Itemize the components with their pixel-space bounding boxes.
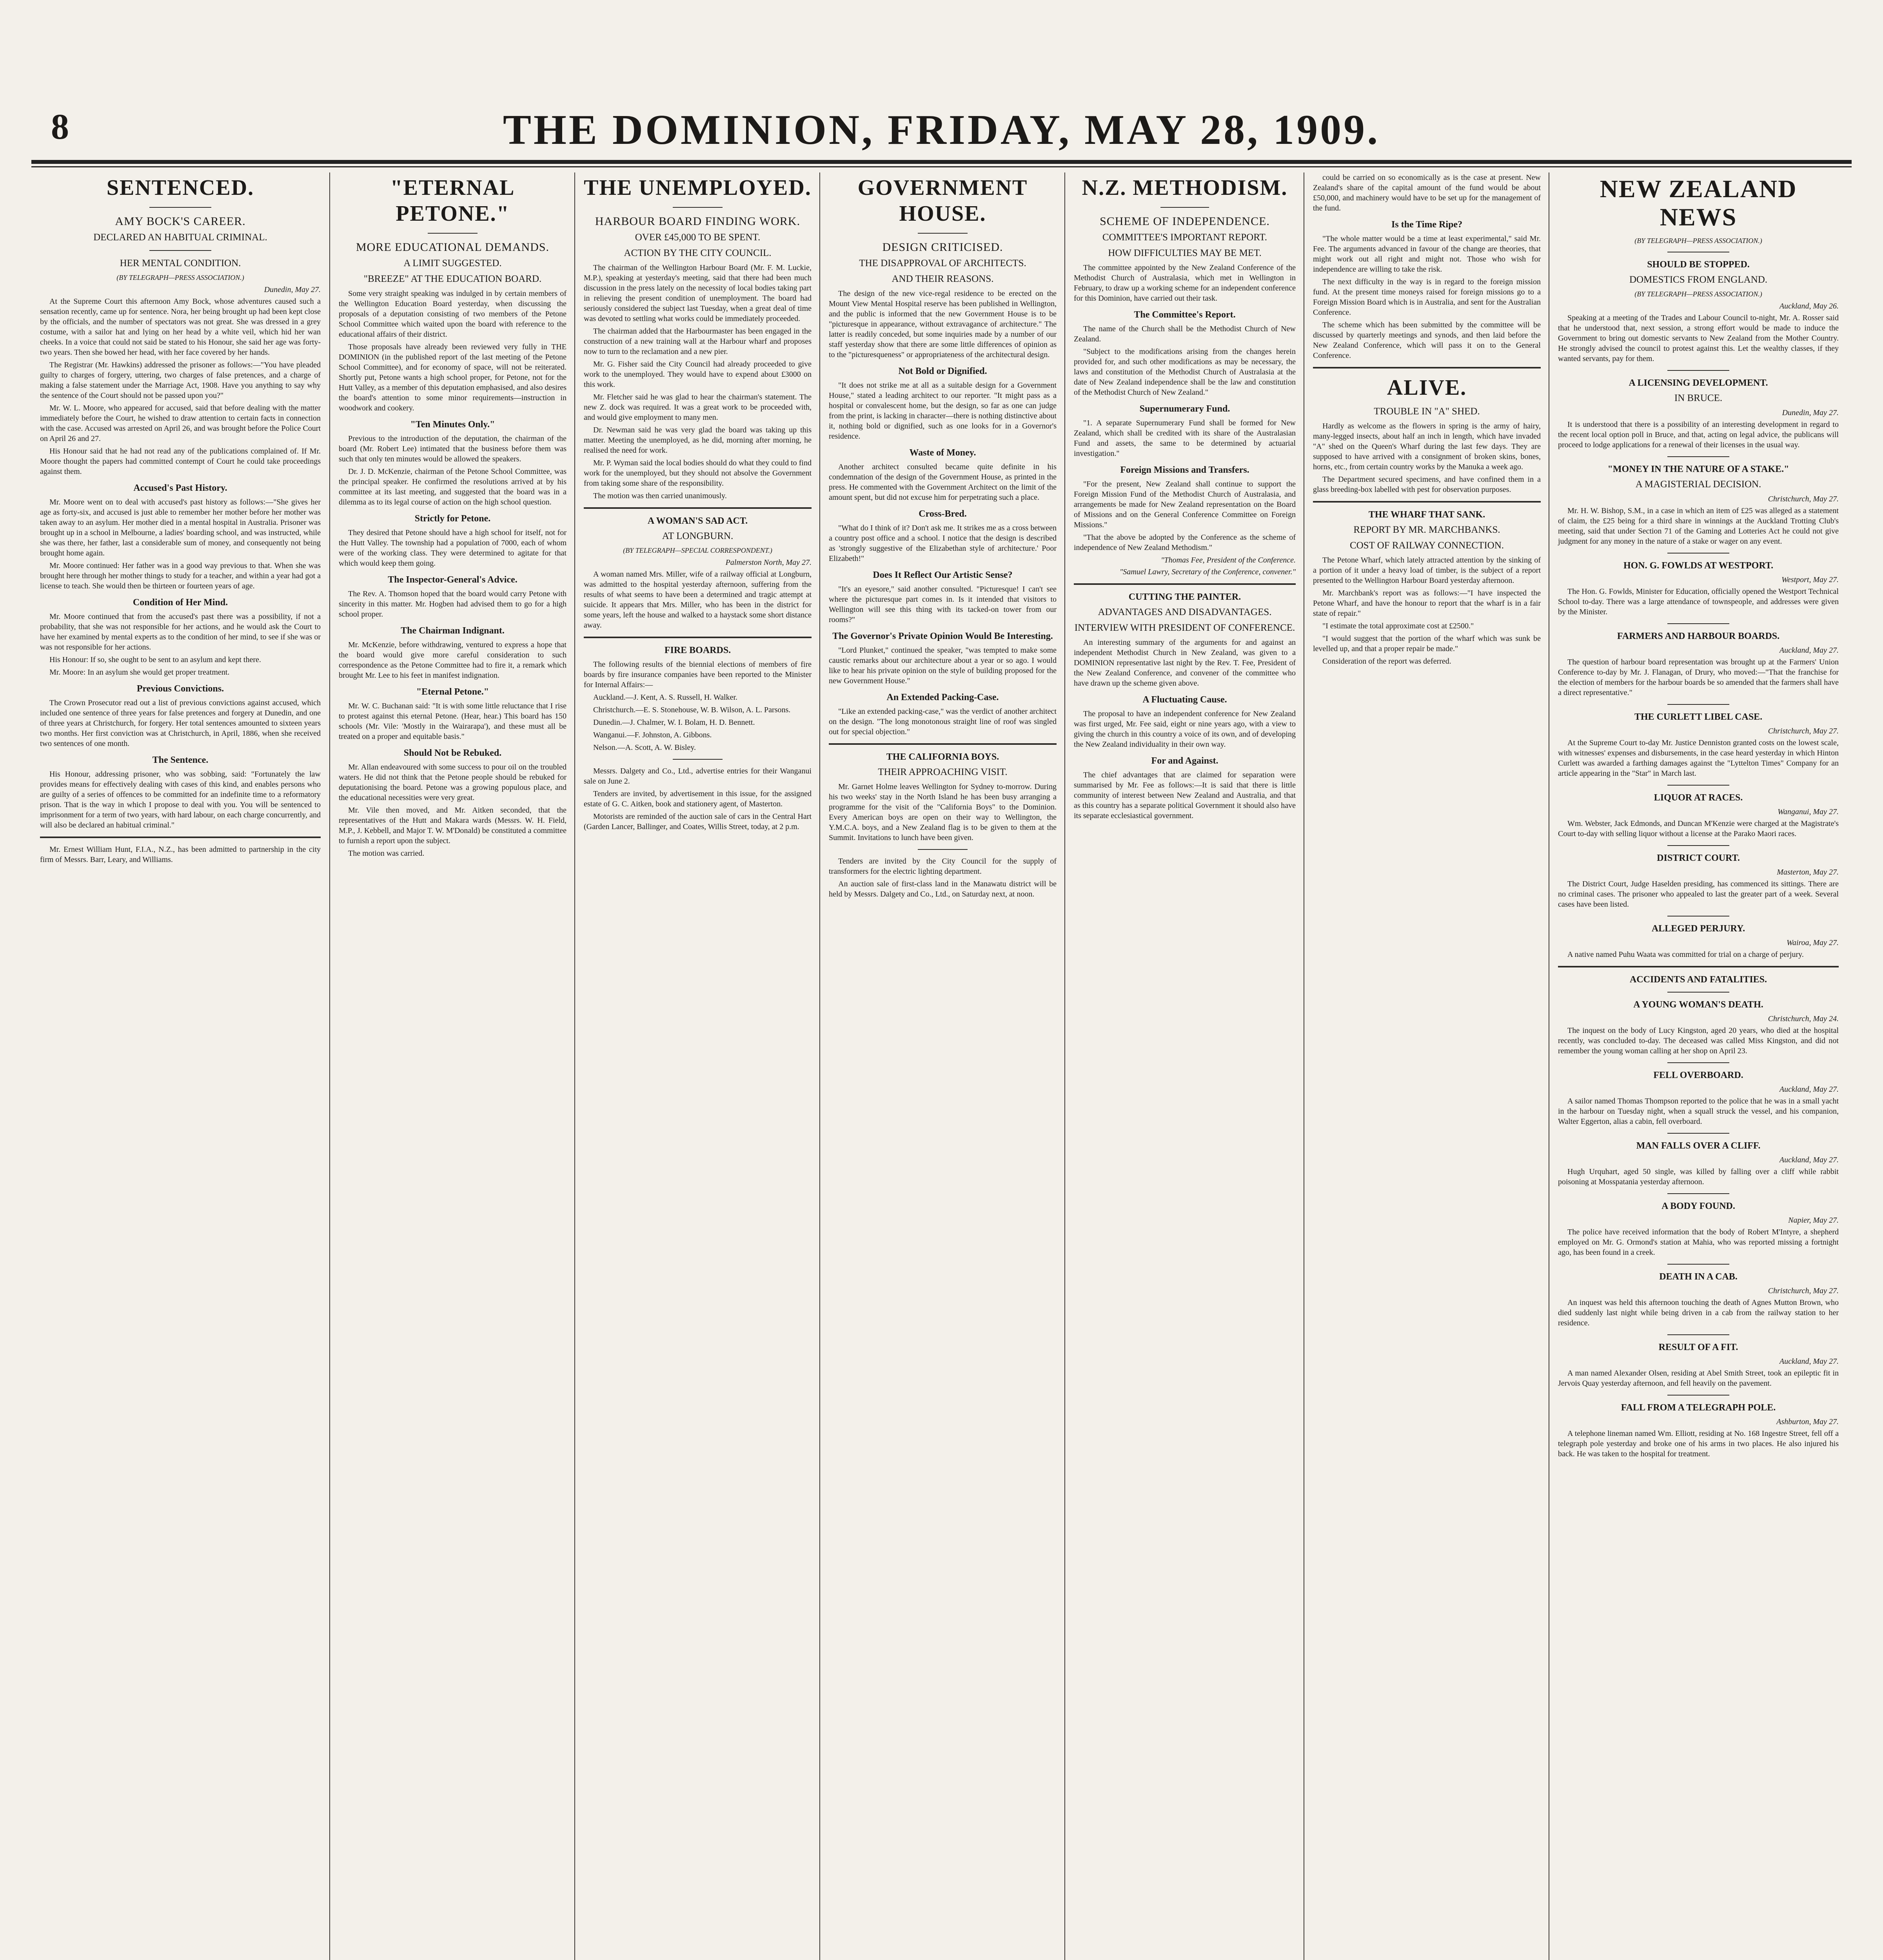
paragraph: Mr. Marchbank's report was as follows:—"I have inspected the Petone Wharf, and have the honour to report that the wharf is in a fair state of repair." xyxy=(1313,589,1541,618)
headline-alive: ALIVE. xyxy=(1387,376,1467,400)
paragraph: The chairman of the Wellington Harbour Board (Mr. F. M. Luckie, M.P.), speaking at yesterday's meeting, said that there had been much discussion in the press lately on the necessity of local bodies taking part in relieving the present condition of unemployment. The board had seriously considered the subject last Tuesday, when a great deal of time was devoted to settling what works could be immediately proceeded. xyxy=(584,263,812,323)
paragraph: His Honour: If so, she ought to be sent to an asylum and kept there. xyxy=(49,655,261,664)
divider xyxy=(1667,992,1729,993)
paragraph: It is understood that there is a possibility of an interesting development in regard to the recent local option poll in Bruce, and that, acting on legal advice, the publicans will proceed to lodge applications for a renewal of their licenses in the usual way. xyxy=(1558,420,1839,449)
section-heading: A Fluctuating Cause. xyxy=(1142,695,1227,705)
divider xyxy=(1667,1395,1729,1396)
subhead: REPORT BY MR. MARCHBANKS. xyxy=(1353,524,1500,535)
divider xyxy=(1667,845,1729,846)
divider xyxy=(1667,1133,1729,1134)
section-heading: A WOMAN'S SAD ACT. xyxy=(647,516,748,526)
paragraph: "Subject to the modifications arising from the changes herein provided for, and such other modifications as may be necessary, the laws and constitution of the Methodist Church of Australasia at the date of New Zealand independence shall be the law and constitution of the Methodist Church of New Zealand." xyxy=(1074,347,1296,397)
dateline: Masterton, May 27. xyxy=(1777,868,1839,877)
paragraph: Hardly as welcome as the flowers in spring is the army of hairy, many-legged insects, about half an inch in length, which have invaded "A" shed on the Queen's Wharf during the last few days. They are supposed to have arrived with a consignment of broken skins, bones, horns, etc., from certain country works by the Manuka a week ago. xyxy=(1313,422,1541,471)
paragraph: Previous to the introduction of the deputation, the chairman of the board (Mr. Robert Lee) intimated that the business before them was such that only ten minutes would be allowed the speakers. xyxy=(339,434,567,463)
section-heading: "Eternal Petone." xyxy=(416,687,489,697)
paragraph: The next difficulty in the way is in regard to the foreign mission fund. At the present time moneys raised for foreign missions go to a Foreign Mission Board which is in Australia, and sent for the Australian Conference. xyxy=(1313,278,1541,317)
subhead: ACTION BY THE CITY COUNCIL. xyxy=(624,248,772,258)
subhead: A LIMIT SUGGESTED. xyxy=(403,258,502,269)
section-heading: Not Bold or Dignified. xyxy=(898,366,987,376)
section-heading: RESULT OF A FIT. xyxy=(1658,1342,1738,1352)
subhead: OVER £45,000 TO BE SPENT. xyxy=(635,232,761,243)
divider xyxy=(428,233,478,234)
paragraph: Mr. Ernest William Hunt, F.I.A., N.Z., has been admitted to partnership in the city firm of Messrs. Barr, Leary, and Williams. xyxy=(40,845,321,864)
paragraph: Auckland.—J. Kent, A. S. Russell, H. Walker. xyxy=(593,693,737,702)
paragraph: Hugh Urquhart, aged 50 single, was killed by falling over a cliff while rabbit poisoning at Mosspatania yesterday afternoon. xyxy=(1558,1167,1839,1186)
subhead: COMMITTEE'S IMPORTANT REPORT. xyxy=(1102,232,1267,243)
section-heading: The Committee's Report. xyxy=(1134,310,1236,320)
paragraph: "It does not strike me at all as a suitable design for a Government House," stated a leading architect to our reporter. "It might pass as a hospital or convalescent home, but the design, so far as one can judge from the print, is lacking in character—there is nothing distinctive about it, nothing bold or dignified, such as one looks for in a Governor's residence. xyxy=(829,381,1057,441)
signature-line: "Samuel Lawry, Secretary of the Conference, convener." xyxy=(1119,568,1296,576)
subhead: MORE EDUCATIONAL DEMANDS. xyxy=(356,241,550,254)
paragraph: Dr. J. D. McKenzie, chairman of the Petone School Committee, was the principal speaker. He confirmed the resolutions arrived at by his committee at its last meeting, and suggested that the board was in a dilemma as to its legal course of action on the high school question. xyxy=(339,467,567,506)
paragraph: Mr. W. C. Buchanan said: "It is with some little reluctance that I rise to protest against this eternal Petone. (Hear, hear.) This board has 150 schools (Mr. Vile: 'Mostly in the Wairarapa'), and these must all be treated on a proper and equitable basis." xyxy=(339,702,567,741)
divider xyxy=(1667,1193,1729,1194)
byline: (BY TELEGRAPH—PRESS ASSOCIATION.) xyxy=(116,274,244,281)
paragraph: The chief advantages that are claimed for separation were summarised by Mr. Fee as follows:—It is said that there is little community of interest between New Zealand and Australia, and that as this country has a separate political Government it should also have its separate ecclesiastical government. xyxy=(1074,771,1296,820)
section-heading: "MONEY IN THE NATURE OF A STAKE." xyxy=(1607,464,1789,474)
subhead: THE DISAPPROVAL OF ARCHITECTS. xyxy=(859,258,1026,269)
section-heading: Does It Reflect Our Artistic Sense? xyxy=(873,570,1013,580)
subhead: DESIGN CRITICISED. xyxy=(882,241,1003,254)
column-nz-news xyxy=(1549,172,1847,1960)
paragraph: His Honour said that he had not read any of the publications complained of. If Mr. Moore thought the papers had committed contempt of Court he could take proceedings against them. xyxy=(40,447,321,476)
paragraph: An inquest was held this afternoon touching the death of Agnes Mutton Brown, who died suddenly last night while being driven in a cab from the railway station to her residence. xyxy=(1558,1298,1839,1327)
paragraph: The committee appointed by the New Zealand Conference of the Methodist Church of Australasia, which met in Wellington in February, to draw up a working scheme for an independent conference for this Dominion, have carried out their task. xyxy=(1074,263,1296,303)
subhead: AND THEIR REASONS. xyxy=(892,274,994,284)
section-heading: Accused's Past History. xyxy=(133,483,227,493)
paragraph: Messrs. Dalgety and Co., Ltd., advertise entries for their Wanganui sale on June 2. xyxy=(584,767,812,786)
divider xyxy=(584,637,812,638)
divider xyxy=(1667,456,1729,457)
paragraph: "What do I think of it? Don't ask me. It strikes me as a cross between a country post office and a school. I notice that the design is described as 'strongly suggestive of the Elizabethan style of architecture.' Poor Elizabeth!" xyxy=(829,524,1057,563)
divider xyxy=(673,207,723,208)
divider xyxy=(1667,704,1729,705)
subhead: HER MENTAL CONDITION. xyxy=(120,258,241,269)
section-heading: ACCIDENTS AND FATALITIES. xyxy=(1629,975,1767,985)
paragraph: "For the present, New Zealand shall continue to support the Foreign Mission Fund of the Methodist Church of Australasia, and arrangements be made for New Zealand representation on the Board of Missions and on the General Conference Committee on Foreign Missions." xyxy=(1074,480,1296,529)
column-eternal-petone xyxy=(329,172,575,1960)
dateline: Auckland, May 27. xyxy=(1779,646,1839,655)
paragraph: "The whole matter would be a time at least experimental," said Mr. Fee. The arguments advanced in favour of the change are theories, that might work out all right and might not. Those who wish for independence are willing to take the risk. xyxy=(1313,234,1541,274)
section-heading: "Ten Minutes Only." xyxy=(410,419,495,430)
paragraph: "Like an extended packing-case," was the verdict of another architect on the design. "The long monotonous straight line of roof was singled out for special objection." xyxy=(829,707,1057,736)
subhead: DECLARED AN HABITUAL CRIMINAL. xyxy=(93,232,267,243)
section-heading: The Inspector-General's Advice. xyxy=(388,575,518,585)
column-government-house xyxy=(819,172,1065,1960)
paragraph: Speaking at a meeting of the Trades and Labour Council to-night, Mr. A. Rosser said that he understood that, next session, a strong effort would be made to induce the Government to bring out domestic servants to New Zealand from the Mother Country. He strongly advised the council to protest against this. Let the wealthy classes, if they wanted servants, pay for them. xyxy=(1558,314,1839,363)
paragraph: Mr. Garnet Holme leaves Wellington for Sydney to-morrow. During his two weeks' stay in the North Island he has been busy arranging a programme for the visit of the "California Boys" to the Dominion. Every American boys are open on their way to Wellington, the Y.M.C.A. boys, and a New Zealand flag is to be given to them at the Summit. Invitations to lunch have been given. xyxy=(829,782,1057,842)
section-heading: Supernumerary Fund. xyxy=(1139,404,1230,414)
paragraph: An auction sale of first-class land in the Manawatu district will be held by Messrs. Dalgety and Co., Ltd., on Saturday next, at noon. xyxy=(829,880,1057,898)
dateline: Ashburton, May 27. xyxy=(1776,1417,1839,1426)
section-heading: Foreign Missions and Transfers. xyxy=(1120,465,1249,475)
paragraph: Christchurch.—E. S. Stonehouse, W. B. Wilson, A. L. Parsons. xyxy=(593,706,791,714)
headline-nz-methodism: N.Z. METHODISM. xyxy=(1082,176,1288,200)
paragraph: "I estimate the total approximate cost at £2500." xyxy=(1322,622,1474,630)
section-heading: Should Not be Rebuked. xyxy=(403,748,502,758)
paragraph: "That the above be adopted by the Conference as the scheme of independence of New Zealand Methodism." xyxy=(1074,533,1296,552)
dateline: Auckland, May 27. xyxy=(1779,1357,1839,1366)
section-heading: SHOULD BE STOPPED. xyxy=(1647,260,1750,270)
dateline: Auckland, May 27. xyxy=(1779,1085,1839,1094)
paragraph: The question of harbour board representation was brought up at the Farmers' Union Conference to-day by Mr. J. Flanagan, of Drury, who moved:—"That the franchise for the election of members for the harbour boards be so amended that the farmers shall have a direct representative." xyxy=(1558,658,1839,697)
paragraph: The following results of the biennial elections of members of fire boards by fire insurance companies have been reported to the Minister for Internal Affairs:— xyxy=(584,660,812,689)
section-heading: MAN FALLS OVER A CLIFF. xyxy=(1636,1141,1761,1151)
headline-nz-news: NEW ZEALAND NEWS xyxy=(1600,175,1797,231)
divider xyxy=(1667,623,1729,624)
section-heading: DISTRICT COURT. xyxy=(1657,853,1740,863)
section-heading: LIQUOR AT RACES. xyxy=(1654,793,1743,803)
section-heading: CUTTING THE PAINTER. xyxy=(1128,592,1241,602)
paragraph: Mr. Moore continued that from the accused's past there was a possibility, if not a probability, that she was not responsible for her actions, and he would ask the Court to have her examined by mental experts as to the condition of her mind, to see if she was or was not responsible for her actions. xyxy=(40,612,321,652)
paragraph: Mr. Fletcher said he was glad to hear the chairman's statement. The new Z. dock was required. It was a great work to be proceeded with, and would give employment to many men. xyxy=(584,393,812,422)
dateline: Christchurch, May 27. xyxy=(1768,495,1839,503)
subhead: DOMESTICS FROM ENGLAND. xyxy=(1629,274,1768,285)
divider xyxy=(1313,367,1541,368)
section-heading: For and Against. xyxy=(1151,756,1218,766)
paragraph: They desired that Petone should have a high school for itself, not for the Hutt Valley. The township had a population of 7000, each of whom were of the working class. They were determined to agitate for that which would keep them going. xyxy=(339,528,567,568)
subhead: ADVANTAGES AND DISADVANTAGES. xyxy=(1098,607,1272,617)
section-heading: An Extended Packing-Case. xyxy=(886,692,999,702)
section-heading: Previous Convictions. xyxy=(136,684,224,694)
masthead-rule xyxy=(31,160,1852,164)
divider xyxy=(1667,370,1729,371)
paragraph: The Department secured specimens, and have confined them in a glass breeding-box labelled with pest for observation purposes. xyxy=(1313,475,1541,494)
paragraph: Wm. Webster, Jack Edmonds, and Duncan M'Kenzie were charged at the Magistrate's Court to-day with selling liquor without a license at the Parako Maori races. xyxy=(1558,819,1839,838)
divider xyxy=(1667,785,1729,786)
subhead: HOW DIFFICULTIES MAY BE MET. xyxy=(1108,248,1262,258)
paragraph: Consideration of the report was deferred. xyxy=(1322,657,1451,666)
dateline: Christchurch, May 27. xyxy=(1768,1287,1839,1295)
divider xyxy=(1558,966,1839,967)
paragraph: Mr. Moore continued: Her father was in a good way previous to that. When she was brought here through her mother things to study for a teacher, and within a year had got a license to teach. She would then be thirteen or fourteen years of age. xyxy=(40,561,321,590)
paragraph: Dr. Newman said he was very glad the board was taking up this matter. Meeting the unemployed, as he did, morning after morning, he realised the need for work. xyxy=(584,426,812,455)
paragraph: Dunedin.—J. Chalmer, W. I. Bolam, H. D. Bennett. xyxy=(593,718,755,727)
paragraph: An interesting summary of the arguments for and against an independent Methodist Church in New Zealand, was given to a DOMINION representative last night by the Rev. T. Fee, President of the New Zealand Conference, and convener of the committee who have drawn up the scheme given above. xyxy=(1074,638,1296,688)
paragraph: At the Supreme Court this afternoon Amy Bock, whose adventures caused such a sensation recently, came up for sentence. Nora, her being brought up had been kept close by the officials, and the number of spectators was not great. She was dressed in a grey costume, with a sailor hat and lying on her head by a white veil, which hid her wan cheeks. In a voice that could not said be stated to his Honour, she said her age was forty-two years. Then she bowed her head, with her face covered by her hands. xyxy=(40,297,321,357)
subhead: SCHEME OF INDEPENDENCE. xyxy=(1100,215,1270,228)
dateline: Auckland, May 27. xyxy=(1779,1156,1839,1164)
subhead: INTERVIEW WITH PRESIDENT OF CONFERENCE. xyxy=(1074,622,1295,633)
paragraph: Motorists are reminded of the auction sale of cars in the Central Hart (Garden Lancer, Ballinger, and Coates, Willis Street, today, at 2 p.m. xyxy=(584,812,812,831)
paragraph: The police have received information that the body of Robert M'Intyre, a shepherd employed on Mr. G. Ormond's station at Mahia, who was reported missing a fortnight ago, has been found in a creek. xyxy=(1558,1228,1839,1257)
section-heading: The Governor's Private Opinion Would Be Interesting. xyxy=(832,631,1053,641)
section-heading: The Sentence. xyxy=(152,755,209,765)
dateline: Auckland, May 26. xyxy=(1779,302,1839,310)
paragraph: The Crown Prosecutor read out a list of previous convictions against accused, which included one sentence of three years for false pretences and forgery at Dunedin, and one of three years at Christchurch, for forgery. Her total sentences amounted to sixteen years two months. Her first conviction was at Christchurch, in April, 1886, when she received two sentences of one month. xyxy=(40,699,321,748)
paragraph: The design of the new vice-regal residence to be erected on the Mount View Mental Hospital reserve has been published in Wellington, and the public is informed that the new Government House is to be "picturesque in appearance, without extravagance of architecture." The latter is readily conceded, but some inquiries made by a number of our staff yesterday show that there are some little differences of opinion as to the "picturesqueness" or appropriateness of the architectural design. xyxy=(829,289,1057,359)
column-sentenced xyxy=(31,172,329,1960)
subhead: IN BRUCE. xyxy=(1674,393,1723,403)
masthead-title: THE DOMINION, FRIDAY, MAY 28, 1909. xyxy=(503,107,1380,153)
masthead xyxy=(16,106,1867,157)
paragraph: Mr. McKenzie, before withdrawing, ventured to express a hope that the board would give more careful consideration to such correspondence as the Petone Committee had to fire it, a remark which brought Mr. Lee to his feet in manifest indignation. xyxy=(339,641,567,680)
paragraph: "It's an eyesore," said another consulted. "Picturesque! I can't see where the picturesque part comes in. Is it intended that visitors to Wellington will see this thing with its tacked-on tower from our rooms?" xyxy=(829,585,1057,624)
paragraph: A telephone lineman named Wm. Elliott, residing at No. 168 Ingestre Street, fell off a telegraph pole yesterday and broke one of his arms in two places. He also injured his back. He was taken to the hospital for treatment. xyxy=(1558,1429,1839,1458)
divider xyxy=(1160,207,1209,208)
divider xyxy=(1667,1334,1729,1335)
divider xyxy=(673,759,723,760)
dateline: Westport, May 27. xyxy=(1781,575,1839,584)
section-heading: Is the Time Ripe? xyxy=(1391,220,1463,230)
subhead: THEIR APPROACHING VISIT. xyxy=(878,767,1008,777)
paragraph: Mr. Moore: In an asylum she would get proper treatment. xyxy=(49,668,230,677)
section-heading: ALLEGED PERJURY. xyxy=(1651,924,1745,934)
paragraph: A native named Puhu Waata was committed for trial on a charge of perjury. xyxy=(1567,950,1804,959)
section-heading: Cross-Bred. xyxy=(919,509,967,519)
paragraph: The inquest on the body of Lucy Kingston, aged 20 years, who died at the hospital recently, was concluded to-day. The deceased was called Miss Kingston, and did not remember the young woman calling at her shop on April 23. xyxy=(1558,1026,1839,1055)
divider xyxy=(1667,1264,1729,1265)
headline-sentenced: SENTENCED. xyxy=(106,176,254,200)
paragraph: Mr. H. W. Bishop, S.M., in a case in which an item of £25 was alleged as a statement of claim, the £25 being for a third share in winnings at the Auckland Trotting Club's meeting, said that under Section 71 of the Gaming and Lotteries Act he could not give judgment for any money in the nature of a stake or wager on any event. xyxy=(1558,506,1839,546)
divider xyxy=(918,849,968,850)
dateline: Dunedin, May 27. xyxy=(264,285,321,294)
divider xyxy=(1313,501,1541,503)
headline-eternal-petone: "ETERNAL PETONE." xyxy=(390,176,515,226)
byline: (BY TELEGRAPH—SPECIAL CORRESPONDENT.) xyxy=(623,546,772,554)
paragraph: The proposal to have an independent conference for New Zealand was first urged, Mr. Fee said, eight or nine years ago, with a view to giving the church in this country a voice of its own, and of developing the New Zealand individuality in their own way. xyxy=(1074,710,1296,749)
paragraph: The District Court, Judge Haselden presiding, has commenced its sittings. There are no criminal cases. The prisoner who appealed to last the greater part of a week. Several cases have been listed. xyxy=(1558,880,1839,909)
divider xyxy=(40,837,321,838)
divider xyxy=(149,250,211,251)
subhead: COST OF RAILWAY CONNECTION. xyxy=(1349,540,1504,551)
dateline: Palmerston North, May 27. xyxy=(725,558,812,567)
dateline: Wanganui, May 27. xyxy=(1778,808,1839,816)
section-heading: A BODY FOUND. xyxy=(1661,1201,1735,1211)
divider xyxy=(1074,583,1296,585)
subhead: HARBOUR BOARD FINDING WORK. xyxy=(595,215,801,228)
dateline: Christchurch, May 24. xyxy=(1768,1014,1839,1023)
section-heading: THE CURLETT LIBEL CASE. xyxy=(1634,712,1763,722)
paragraph: At the Supreme Court to-day Mr. Justice Denniston granted costs on the lowest scale, with witnesses' expenses and disbursements, in the case heard yesterday in which Hinton Curlett was awarded a farthing damages against the "Lyttelton Times" Company for an article appearing in the "Star" in March last. xyxy=(1558,739,1839,778)
byline: (BY TELEGRAPH—PRESS ASSOCIATION.) xyxy=(1634,290,1762,298)
section-heading: DEATH IN A CAB. xyxy=(1659,1272,1738,1282)
section-heading: Waste of Money. xyxy=(909,448,976,458)
section-heading: THE WHARF THAT SANK. xyxy=(1368,510,1485,520)
column-unemployed xyxy=(574,172,820,1960)
paragraph: A sailor named Thomas Thompson reported to the police that he was in a small yacht in the harbour on Tuesday night, when a squall struck the vessel, and his companion, Walter Eggerton, alias a cabin, fell overboard. xyxy=(1558,1097,1839,1126)
paragraph: The chairman added that the Harbourmaster has been engaged in the construction of a new training wall at the Harbour wharf and proposes now to turn to the reclamation and a new pier. xyxy=(584,327,812,356)
column-continued xyxy=(1304,172,1549,1960)
section-heading: FIRE BOARDS. xyxy=(664,645,731,655)
section-heading: A LICENSING DEVELOPMENT. xyxy=(1629,378,1768,388)
paragraph: Wanganui.—F. Johnston, A. Gibbons. xyxy=(593,731,712,739)
paragraph: Tenders are invited, by advertisement in this issue, for the assigned estate of G. C. Aitken, book and stationery agent, of Masterton. xyxy=(584,789,812,808)
divider xyxy=(1667,1062,1729,1063)
paragraph: Mr. Vile then moved, and Mr. Aitken seconded, that the representatives of the Hutt and Makara wards (Messrs. W. H. Field, M.P., J. Kebbell, and Major T. W. M'Donald) be constituted a committee to furnish a report upon the subject. xyxy=(339,806,567,845)
paragraph: A woman named Mrs. Miller, wife of a railway official at Longburn, was admitted to the hospital yesterday afternoon, suffering from the results of what seems to have been a determined and tragic attempt at suicide. It appears that Mrs. Miller, who has been in the district for some years, left the house and walked to a haystack some short distance away. xyxy=(584,570,812,630)
subhead: AMY BOCK'S CAREER. xyxy=(115,215,246,228)
headline-unemployed: THE UNEMPLOYED. xyxy=(584,176,812,200)
paragraph: Mr. Allan endeavoured with some success to pour oil on the troubled waters. He did not think that the Petone people should be rebuked for deputationising the board. Petone was a growing populous place, and the educational necessities were very great. xyxy=(339,763,567,802)
section-heading: Strictly for Petone. xyxy=(414,514,491,524)
paragraph: Mr. Moore went on to deal with accused's past history as follows:—"She gives her age as forty-six, and accused is just able to remember her mother before her mother was taken away to an asylum. Her mother died in a mental hospital in Australia. Prisoner was brought up in a school in Melbourne, a ladies' boarding school, and was instructed, while she was there, her father, last a considerable sum of money, and consequently not being brought home again. xyxy=(40,498,321,557)
paragraph: Mr. P. Wyman said the local bodies should do what they could to find work for the unemployed, but they should not absolve the Government from taking some share of the responsibility. xyxy=(584,459,812,488)
headline-government-house: GOVERNMENT HOUSE. xyxy=(857,176,1028,226)
paragraph: "I would suggest that the portion of the wharf which was sunk be levelled up, and that a proper repair be made." xyxy=(1313,634,1541,653)
section-heading: Condition of Her Mind. xyxy=(133,597,228,608)
paragraph: The scheme which has been submitted by the committee will be discussed by quarterly meetings and synods, and then laid before the New Zealand Conference, which will pass it on to the General Conference. xyxy=(1313,321,1541,360)
byline: (BY TELEGRAPH—PRESS ASSOCIATION.) xyxy=(1634,237,1762,245)
paragraph: Those proposals have already been reviewed very fully in THE DOMINION (in the published report of the last meeting of the Petone School Committee), and for economy of space, will not be reiterated. Shortly put, Petone wants a high school proper, for Petone, not for the Hutt Valley, as a member of this deputation emphasised, and also desires the board's attention to some minor requirements—instruction in woodwork and cookery. xyxy=(339,343,567,412)
divider xyxy=(149,207,211,208)
section-heading: FELL OVERBOARD. xyxy=(1653,1070,1743,1080)
subhead: "BREEZE" AT THE EDUCATION BOARD. xyxy=(363,274,542,284)
divider xyxy=(1667,553,1729,554)
paragraph: A man named Alexander Olsen, residing at Abel Smith Street, took an epileptic fit in Jervois Quay yesterday afternoon, and fell heavily on the pavement. xyxy=(1558,1369,1839,1388)
paragraph: His Honour, addressing prisoner, who was sobbing, said: "Fortunately the law provides means for effectively dealing with cases of this kind, and enables persons who are guilty of a series of offences to be committed for an indefinite time to a reformatory prison. That is the way in which I propose to deal with you. You will be sentenced to imprisonment for a term of two years, with hard labour, on each charge concurrently, and will also be declared an habitual criminal." xyxy=(40,770,321,829)
paragraph: Another architect consulted became quite definite in his condemnation of the design of the Government House, as printed in the press. He commented with the Government Architect on the limit of the amount spent, but did not excuse him for perpetrating such a place. xyxy=(829,463,1057,502)
section-heading: HON. G. FOWLDS AT WESTPORT. xyxy=(1623,561,1774,571)
paragraph: could be carried on so economically as is the case at present. New Zealand's share of the capital amount of the fund would be about £50,000, and machinery would have to be set up for the management of the fund. xyxy=(1313,173,1541,212)
masthead-rule-thin xyxy=(31,166,1852,167)
paragraph: Some very straight speaking was indulged in by certain members of the Wellington Education Board yesterday, when discussing the proposals of a deputation consisting of two members of the Petone School Committee which waited upon the board with reference to the educational affairs of their district. xyxy=(339,289,567,339)
paragraph: Mr. G. Fisher said the City Council had already proceeded to give work to the unemployed. They would have to expend about £3000 on this work. xyxy=(584,360,812,389)
paragraph: The name of the Church shall be the Methodist Church of New Zealand. xyxy=(1074,325,1296,343)
paragraph: Mr. W. L. Moore, who appeared for accused, said that before dealing with the matter immediately before the Court, he wished to draw attention to certain facts in connection with the case. Accused was arrested on April 26, and was brought before the Police Court on April 26 and 27. xyxy=(40,404,321,443)
dateline: Dunedin, May 27. xyxy=(1782,408,1839,417)
signature-line: "Thomas Fee, President of the Conference. xyxy=(1160,556,1296,564)
paragraph: Nelson.—A. Scott, A. W. Bisley. xyxy=(593,743,696,752)
section-heading: A YOUNG WOMAN'S DEATH. xyxy=(1633,1000,1763,1010)
paragraph: The Petone Wharf, which lately attracted attention by the sinking of a portion of it under a heavy load of timber, is the subject of a report presented to the Wellington Harbour Board yesterday afternoon. xyxy=(1313,556,1541,585)
section-heading: FALL FROM A TELEGRAPH POLE. xyxy=(1621,1403,1776,1413)
paragraph: "1. A separate Supernumerary Fund shall be formed for New Zealand, which shall be credited with its share of the Australasian Fund and assets, the same to be determined by actuarial investigation." xyxy=(1074,419,1296,458)
divider xyxy=(584,507,812,509)
paragraph: Tenders are invited by the City Council for the supply of transformers for the electric lighting department. xyxy=(829,857,1057,876)
page-number: 8 xyxy=(51,107,69,147)
paragraph: The Registrar (Mr. Hawkins) addressed the prisoner as follows:—"You have pleaded guilty to charges of forgery, uttering, two charges of false pretences, and a charge of making a false statement under the Marriage Act, 1908. Have you anything to say why the sentence of the Court should not be passed upon you?" xyxy=(40,361,321,400)
column-nz-methodism xyxy=(1064,172,1304,1960)
divider xyxy=(829,743,1057,745)
paragraph: "Lord Plunket," continued the speaker, "was tempted to make some caustic remarks about our architecture about a year or so ago. I would like to hear his private opinion on the style of building proposed for the new Government House." xyxy=(829,646,1057,685)
dateline: Christchurch, May 27. xyxy=(1768,727,1839,735)
subhead: A MAGISTERIAL DECISION. xyxy=(1635,479,1761,490)
section-heading: FARMERS AND HARBOUR BOARDS. xyxy=(1617,631,1780,641)
dateline: Wairoa, May 27. xyxy=(1787,938,1839,947)
paragraph: The Hon. G. Fowlds, Minister for Education, officially opened the Westport Technical School to-day. There was a large attendance of townspeople, and addresses were given by the Minister. xyxy=(1558,587,1839,616)
subhead: TROUBLE IN "A" SHED. xyxy=(1374,406,1480,417)
section-heading: The Chairman Indignant. xyxy=(401,626,505,636)
paragraph: The Rev. A. Thomson hoped that the board would carry Petone with sincerity in this matter. Mr. Hogben had advised them to go for a high school proper. xyxy=(339,590,567,619)
divider xyxy=(918,233,968,234)
paragraph: The motion was carried. xyxy=(348,849,425,858)
paragraph: The motion was then carried unanimously. xyxy=(593,492,727,500)
dateline: Napier, May 27. xyxy=(1788,1216,1839,1225)
subhead: AT LONGBURN. xyxy=(662,531,734,541)
section-heading: THE CALIFORNIA BOYS. xyxy=(886,752,999,762)
